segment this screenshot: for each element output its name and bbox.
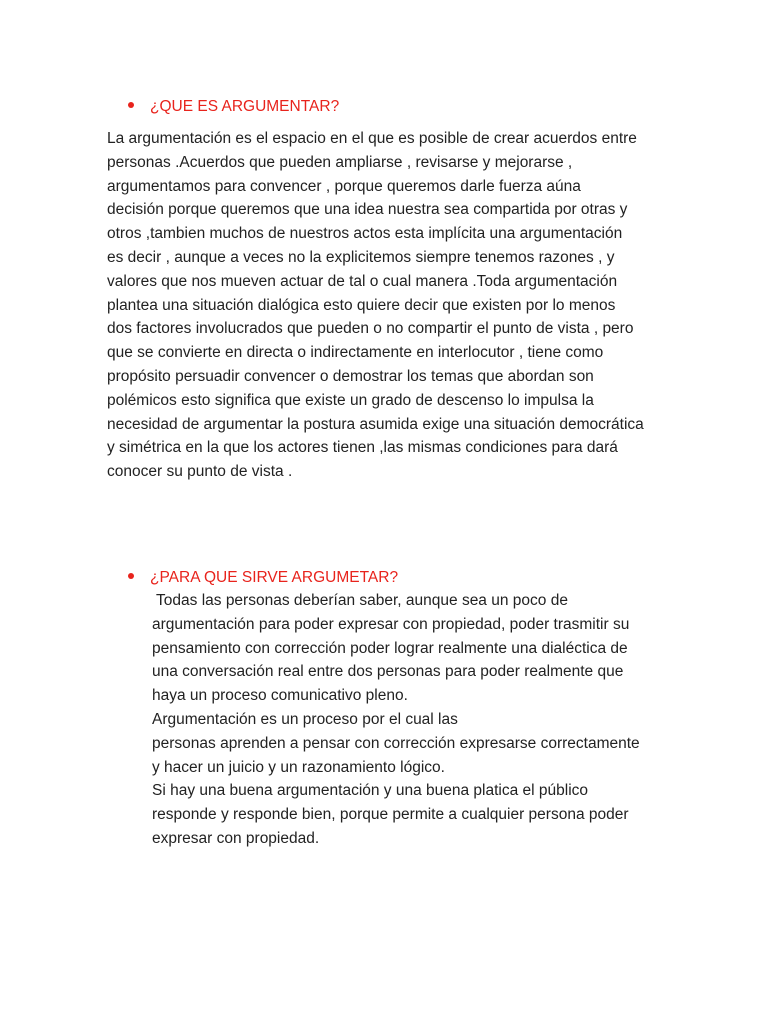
paragraph-line: propósito persuadir convencer o demostrar los temas que abordan son — [107, 367, 594, 385]
paragraph-line: polémicos esto significa que existe un grado de descenso lo impulsa la — [107, 391, 594, 409]
paragraph-line: argumentamos para convencer , porque queremos darle fuerza aúna — [107, 177, 581, 195]
paragraph-line: dos factores involucrados que pueden o no compartir el punto de vista , pero — [107, 320, 634, 338]
heading-text: ¿QUE ES ARGUMENTAR? — [150, 98, 340, 115]
paragraph-line: es decir , aunque a veces no la explicitemos siempre tenemos razones , y — [107, 248, 615, 266]
paragraph-line: necesidad de argumentar la postura asumida exige una situación democrática — [107, 415, 644, 433]
section-body-que-es-argumentar — [107, 127, 644, 484]
section-heading-que-es-argumentar — [128, 95, 339, 119]
bullet-icon — [128, 102, 134, 108]
paragraph-line: expresar con propiedad. — [152, 829, 320, 847]
paragraph-line: Todas las personas deberían saber, aunque sea un poco de — [152, 592, 568, 609]
paragraph-line: Argumentación es un proceso por el cual las — [152, 710, 458, 728]
paragraph-line: y hacer un juicio y un razonamiento lógico. — [152, 758, 445, 776]
paragraph-line: valores que nos mueven actuar de tal o cual manera .Toda argumentación — [107, 272, 618, 290]
paragraph-line: otros ,tambien muchos de nuestros actos esta implícita una argumentación — [107, 225, 623, 243]
paragraph-line: haya un proceso comunicativo pleno. — [152, 687, 408, 705]
paragraph-line: personas .Acuerdos que pueden ampliarse , revisarse y mejorarse , — [107, 153, 573, 171]
heading-text: ¿PARA QUE SIRVE ARGUMETAR? — [150, 569, 399, 586]
paragraph-line: conocer su punto de vista . — [107, 463, 293, 481]
paragraph-line: plantea una situación dialógica esto quiere decir que existen por lo menos — [107, 296, 616, 314]
section-heading-para-que-sirve — [128, 566, 398, 590]
paragraph-line: y simétrica en la que los actores tienen ,las mismas condiciones para dará — [107, 439, 618, 457]
paragraph-line: responde y responde bien, porque permite a cualquier persona poder — [152, 806, 629, 824]
paragraph-line: pensamiento con corrección poder lograr realmente una dialéctica de — [152, 639, 628, 657]
paragraph-line: La argumentación es el espacio en el que es posible de crear acuerdos entre — [107, 130, 637, 147]
paragraph-line: decisión porque queremos que una idea nuestra sea compartida por otras y — [107, 201, 628, 219]
bullet-icon — [128, 573, 134, 579]
paragraph-line: una conversación real entre dos personas para poder realmente que — [152, 663, 624, 681]
paragraph-line: Si hay una buena argumentación y una buena platica el público — [152, 782, 589, 800]
section-body-para-que-sirve — [152, 589, 640, 851]
paragraph-line: personas aprenden a pensar con corrección expresarse correctamente — [152, 734, 640, 752]
paragraph-line: que se convierte en directa o indirectamente en interlocutor , tiene como — [107, 344, 604, 362]
paragraph-line: argumentación para poder expresar con propiedad, poder trasmitir su — [152, 615, 630, 633]
